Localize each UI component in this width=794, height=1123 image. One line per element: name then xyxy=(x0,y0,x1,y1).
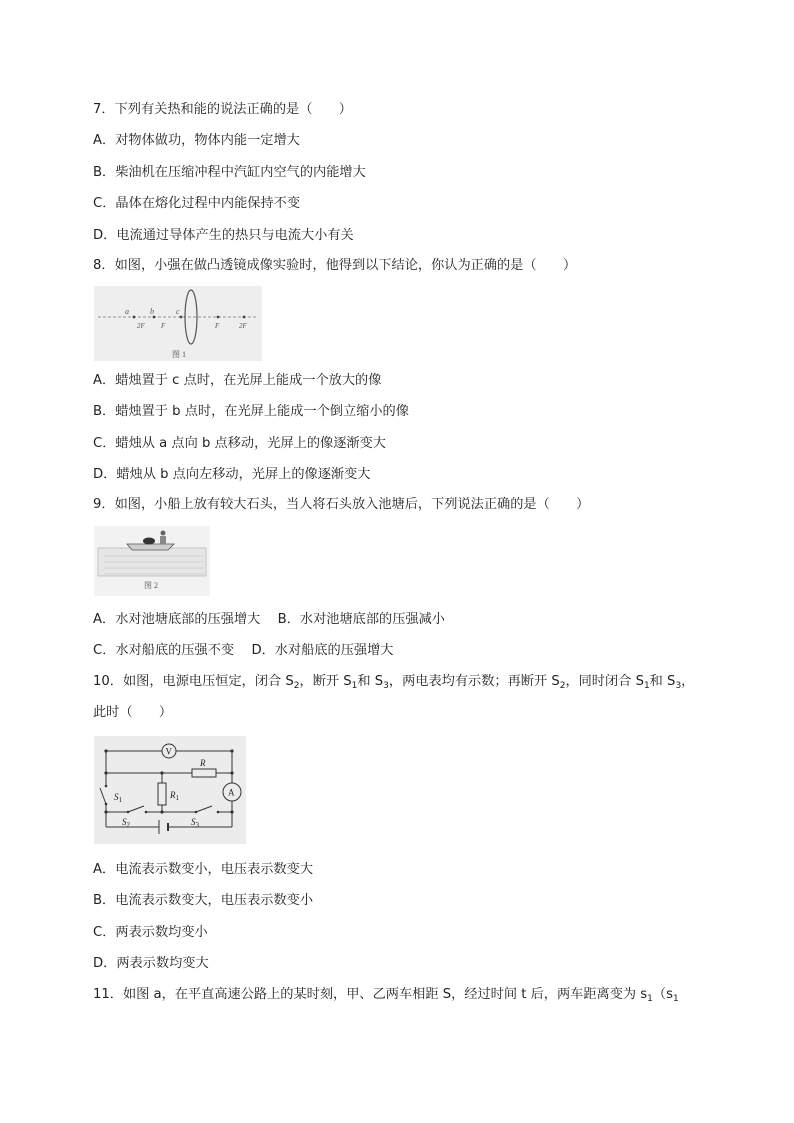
circuit-figure xyxy=(94,736,246,844)
figure-2-caption: 图 2 xyxy=(144,581,158,590)
resistor-r-icon xyxy=(192,769,216,777)
point-a-label: a xyxy=(125,307,129,316)
figure-1-caption: 图 1 xyxy=(172,350,186,359)
q10-stem-part-5: 和 S xyxy=(357,674,384,689)
switch-s1-label: $S_1$ xyxy=(114,792,122,804)
q10-stem-sub-3b: 3 xyxy=(675,681,682,691)
switch-s3-contact-right xyxy=(217,811,220,814)
focus-right-dot xyxy=(217,316,220,319)
lens-figure xyxy=(94,286,262,361)
q10-stem-part-13: ， xyxy=(681,674,695,689)
q10-stem-part-11: 和 S xyxy=(649,674,676,689)
ammeter-label: A xyxy=(228,787,235,798)
q11-stem-part-1: 11．如图 a，在平直高速公路上的某时刻，甲、乙两车相距 S，经过时间 t 后，两车距离变为 s xyxy=(93,987,648,1002)
q11-stem-sub-1a: 1 xyxy=(647,994,653,1004)
boat-figure xyxy=(94,526,210,596)
q8-stem: 8．如图，小强在做凸透镜成像实验时，他得到以下结论，你认为正确的是（ ） xyxy=(93,258,577,273)
q11-stem-part-3: （s xyxy=(652,987,673,1002)
q10-option-a: A．电流表示数变小，电压表示数变大 xyxy=(93,862,314,877)
twof-right-dot xyxy=(243,316,246,319)
q10-stem-sub-3a: 3 xyxy=(383,681,389,691)
resistor-r-label: R xyxy=(200,758,206,768)
q10-stem-part-1: 10．如图，电源电压恒定，闭合 S xyxy=(93,674,294,689)
q9-stem: 9．如图，小船上放有较大石头，当人将石头放入池塘后，下列说法正确的是（ ） xyxy=(93,497,590,512)
switch-s3-blade xyxy=(196,806,212,812)
boat-hull xyxy=(127,544,174,550)
resistor-r1-label: $R_1$ xyxy=(170,790,179,802)
point-b-label: b xyxy=(150,307,154,316)
focus-right-label: F xyxy=(215,322,220,330)
q10-stem-line2: 此时（ ） xyxy=(93,705,173,720)
resistor-r1-icon xyxy=(158,783,166,805)
q10-stem-sub-2a: 2 xyxy=(293,681,300,691)
q11-stem-sub-1b: 1 xyxy=(672,994,679,1004)
q8-option-d: D．蜡烛从 b 点向左移动，光屏上的像逐渐变大 xyxy=(93,467,371,482)
q10-stem-sub-1a: 1 xyxy=(351,681,358,691)
focus-left-label: F xyxy=(161,322,166,330)
q8-option-a: A．蜡烛置于 c 点时，在光屏上能成一个放大的像 xyxy=(93,373,382,388)
q11-stem xyxy=(93,986,679,1004)
q10-stem-part-7: ，两电表均有示数；再断开 S xyxy=(388,674,560,689)
person-head xyxy=(161,531,166,536)
q10-stem-part-3: ，断开 S xyxy=(299,674,352,689)
twof-right-label: 2F xyxy=(239,322,247,330)
q7-option-c: C．晶体在熔化过程中内能保持不变 xyxy=(93,196,301,211)
point-a-dot xyxy=(133,316,136,319)
q10-stem xyxy=(93,673,694,691)
q7-stem: 7．下列有关热和能的说法正确的是（ ） xyxy=(93,102,352,117)
q7-option-d: D．电流通过导体产生的热只与电流大小有关 xyxy=(93,228,354,243)
switch-s3-label: $S_3$ xyxy=(191,817,199,829)
switch-s1-blade xyxy=(100,788,106,804)
q7-option-a: A．对物体做功，物体内能一定增大 xyxy=(93,133,300,148)
q10-stem-sub-2b: 2 xyxy=(559,681,566,691)
q10-option-c: C．两表示数均变小 xyxy=(93,925,208,940)
twof-left-label: 2F xyxy=(137,322,145,330)
q8-option-c: C．蜡烛从 a 点向 b 点移动，光屏上的像逐渐变大 xyxy=(93,436,386,451)
point-b-dot xyxy=(153,316,156,319)
q9-options-row2: C．水对船底的压强不变 D．水对船底的压强增大 xyxy=(93,643,394,658)
q10-stem-sub-1b: 1 xyxy=(643,681,650,691)
person-body xyxy=(160,536,166,544)
point-c-label: c xyxy=(176,307,180,316)
switch-s1-contact-top xyxy=(105,785,108,788)
stone xyxy=(143,538,155,545)
point-c-dot xyxy=(180,316,183,319)
q10-option-b: B．电流表示数变大，电压表示数变小 xyxy=(93,893,314,908)
q9-options-row1: A．水对池塘底部的压强增大 B．水对池塘底部的压强减小 xyxy=(93,612,445,627)
voltmeter-label: V xyxy=(165,746,172,757)
switch-s2-label: $S_2$ xyxy=(122,817,130,829)
q8-option-b: B．蜡烛置于 b 点时，在光屏上能成一个倒立缩小的像 xyxy=(93,404,409,419)
q7-option-b: B．柴油机在压缩冲程中汽缸内空气的内能增大 xyxy=(93,165,366,180)
switch-s2-blade xyxy=(128,806,144,812)
q10-stem-part-9: ，同时闭合 S xyxy=(565,674,644,689)
q10-option-d: D．两表示数均变大 xyxy=(93,956,209,971)
